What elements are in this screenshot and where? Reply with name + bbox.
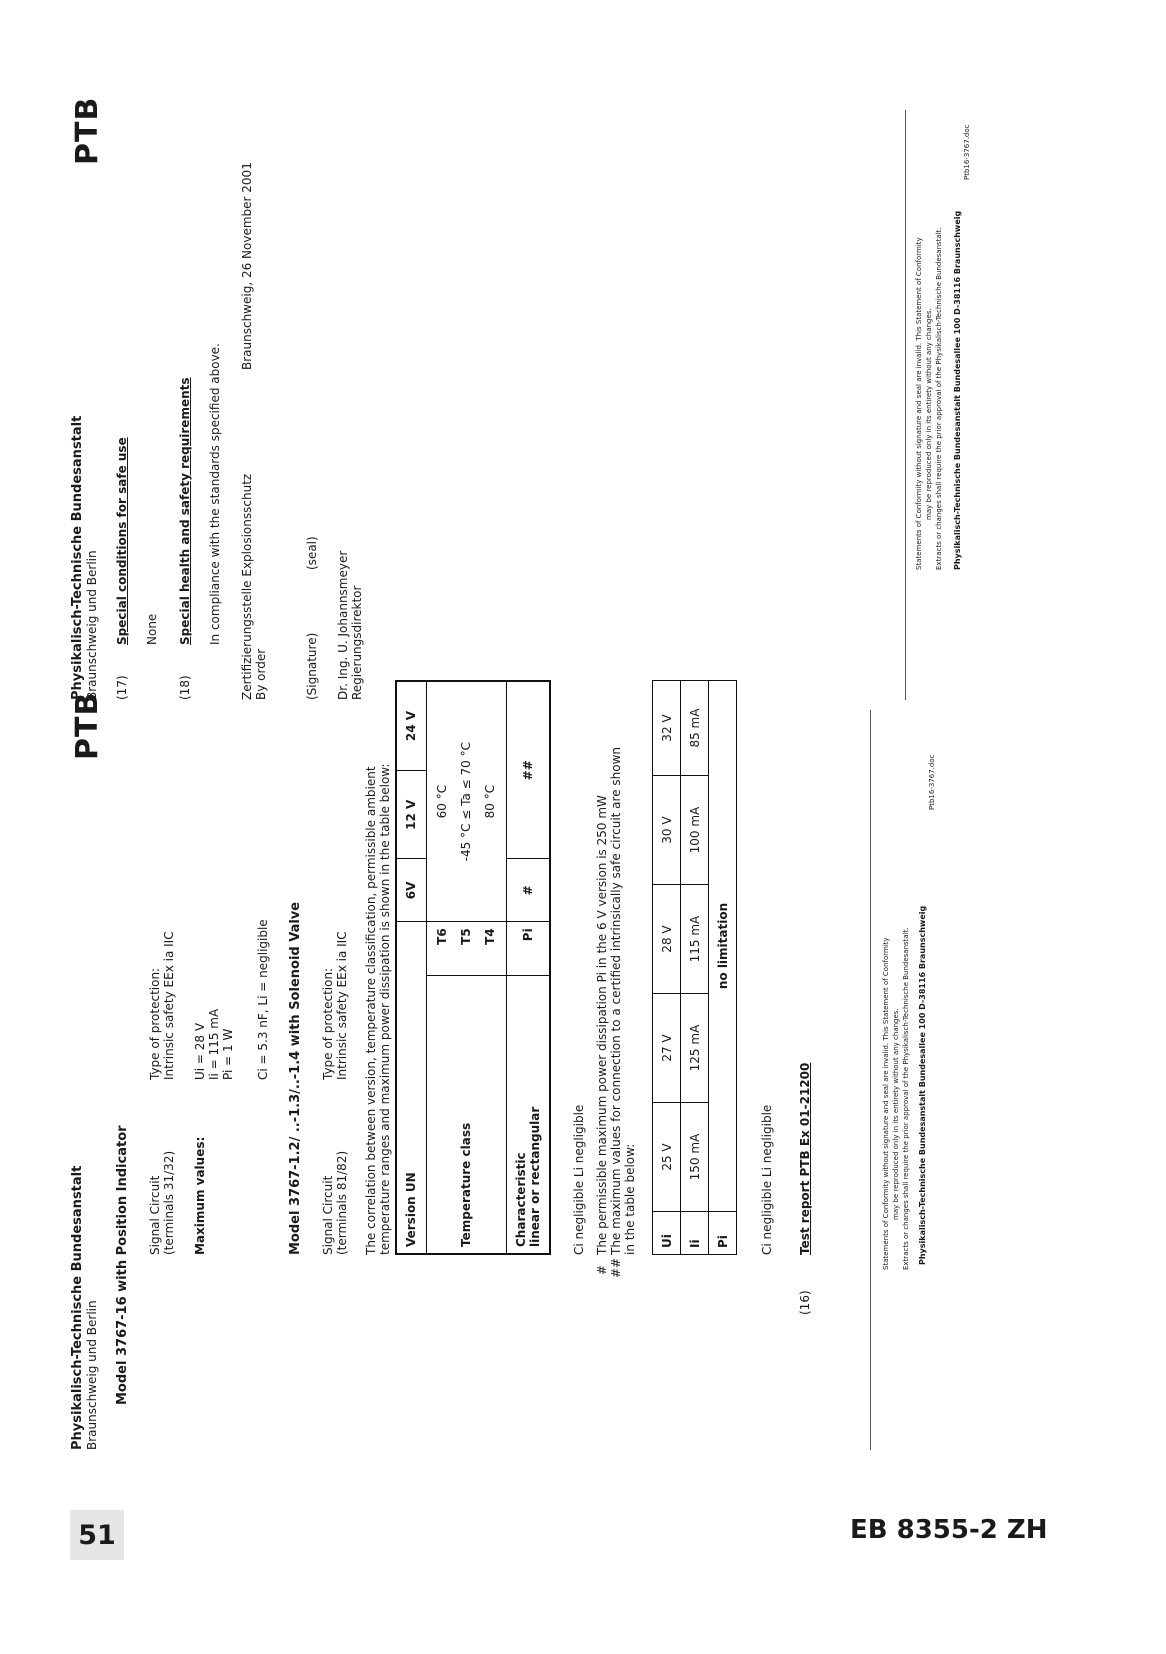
temperature-class-table <box>395 680 551 1255</box>
max-values-label: Maximum values: <box>193 1136 207 1255</box>
pi-6v: # <box>506 859 550 922</box>
right-header-subtitle: Braunschweig und Berlin <box>85 550 99 700</box>
t4-label: T4 <box>483 928 497 945</box>
pi-value: Pi = 1 W <box>221 1028 235 1080</box>
right-footer-rule <box>905 110 906 700</box>
by-order: By order <box>254 648 268 700</box>
test-report: Test report PTB Ex 01-21200 <box>798 1062 812 1255</box>
t6-label: T6 <box>435 928 449 945</box>
protection-value: Intrinsic safety EEx ia IIC <box>162 931 176 1080</box>
version-12v: 12 V <box>396 771 426 859</box>
pi-12v-24v: ## <box>506 681 550 859</box>
ci-negligible: Ci negligible Li negligible <box>572 1104 586 1255</box>
page-number: 51 <box>70 1510 124 1560</box>
type-protection-label: Type of protection: <box>148 967 162 1080</box>
note1-mark: # <box>595 1264 609 1275</box>
pi-no-limitation: no limitation <box>709 681 737 1212</box>
ui-cell: 28 V <box>653 885 681 994</box>
t4-value: 80 °C <box>483 784 497 819</box>
temp-class-values <box>426 681 506 922</box>
ii-cell: 100 mA <box>681 776 709 885</box>
protection2-value: Intrinsic safety EEx ia IIC <box>335 931 349 1080</box>
signature-label: (Signature) <box>305 632 319 700</box>
place-date: Braunschweig, 26 November 2001 <box>240 162 254 370</box>
ii-cell: 125 mA <box>681 994 709 1103</box>
t6-value: 60 °C <box>435 784 449 819</box>
t5-value: -45 °C ≤ Ta ≤ 70 °C <box>459 741 473 862</box>
right-header-title: Physikalisch-Technische Bundesanstalt <box>70 415 85 700</box>
model1-heading: Model 3767-16 with Position Indicator <box>115 1125 130 1405</box>
signer-name: Dr. Ing. U. Johannsmeyer <box>336 550 350 700</box>
note1-text: The permissible maximum power dissipation Pi in the 6 V version is 250 mW <box>595 795 609 1255</box>
special-health-heading: Special health and safety requirements <box>178 377 192 645</box>
right-footer-line2: may be reproduced only in its entirety without any changes. <box>925 308 933 520</box>
ui-cell: 30 V <box>653 776 681 885</box>
right-footer-line3: Extracts or changes shall require the prior approval of the Physikalisch-Technische Bundesanstalt. <box>935 227 943 570</box>
left-footer-rule <box>870 710 871 1450</box>
version-6v: 6V <box>396 859 426 922</box>
signal-circuit2-label: Signal Circuit <box>321 1175 335 1255</box>
intrinsic-values-table <box>652 680 737 1255</box>
right-certificate-page <box>60 0 990 700</box>
characteristic-line1: Characteristic <box>513 1152 528 1247</box>
note2-text: The maximum values for connection to a certified intrinsically safe circuit are shown <box>609 746 623 1255</box>
terminals2-label: (terminals 81/82) <box>335 1150 349 1255</box>
ci-negligible-2: Ci negligible Li negligible <box>760 1104 774 1255</box>
special-conditions-heading: Special conditions for safe use <box>115 437 129 645</box>
characteristic-line2: linear or rectangular <box>527 1106 542 1247</box>
left-footer-address: Physikalisch-Technische Bundesanstalt Bundesallee 100 D-38116 Braunschweig <box>918 905 927 1265</box>
version-24v: 24 V <box>396 681 426 771</box>
temp-class-label: Temperature class <box>426 975 506 1254</box>
ii-cell: 150 mA <box>681 1103 709 1212</box>
right-footer-line1: Statements of Conformity without signature and seal are invalid. This Statement of Conformity <box>915 237 923 570</box>
left-ptb-logo: PTB <box>70 691 105 760</box>
right-footer-docname: Ptb16-3767.doc <box>963 124 971 180</box>
zertifizierungsstelle: Zertifizierungsstelle Explosionsschutz <box>240 473 254 700</box>
special-conditions-none: None <box>145 613 159 645</box>
t5-label: T5 <box>459 928 473 945</box>
version-header: Version UN <box>396 922 426 1254</box>
terminals1-label: (terminals 31/32) <box>162 1150 176 1255</box>
temp-class-codes <box>426 922 506 976</box>
ui-cell: 32 V <box>653 681 681 776</box>
model2-heading: Model 3767-1.2/ ..-1.3/..-1.4 with Solenoid Valve <box>288 901 303 1255</box>
correlation-line1: The correlation between version, temperature classification, permissible ambient <box>364 766 378 1255</box>
signer-title: Regierungsdirektor <box>350 585 364 700</box>
ci-li-value: Ci = 5.3 nF, Li = negligible <box>256 919 270 1080</box>
test-report-number: (16) <box>798 1290 812 1315</box>
left-certificate-page <box>60 660 990 1450</box>
left-footer-line3: Extracts or changes shall require the prior approval of the Physikalisch-Technische Bundesanstalt. <box>902 927 910 1270</box>
ui-row-label: Ui <box>653 1212 681 1255</box>
section-18-number: (18) <box>178 675 192 700</box>
pi-row-label: Pi <box>709 1212 737 1255</box>
left-footer-docname: Ptb16-3767.doc <box>928 754 936 810</box>
note2-mark: ## <box>609 1257 623 1278</box>
ii-row-label: Ii <box>681 1212 709 1255</box>
characteristic-label <box>506 975 550 1254</box>
ii-value: Ii = 115 mA <box>207 1008 221 1080</box>
ui-cell: 25 V <box>653 1103 681 1212</box>
section-17-number: (17) <box>115 675 129 700</box>
compliance-text: In compliance with the standards specified above. <box>208 343 222 645</box>
type-protection2-label: Type of protection: <box>321 967 335 1080</box>
right-ptb-logo: PTB <box>70 96 105 165</box>
document-id: EB 8355-2 ZH <box>850 1515 1048 1545</box>
ii-cell: 85 mA <box>681 681 709 776</box>
note2-text-cont: in the table below: <box>623 1143 637 1255</box>
seal-label: (seal) <box>305 536 319 570</box>
left-footer-line1: Statements of Conformity without signature and seal are invalid. This Statement of Conformity <box>882 937 890 1270</box>
correlation-line2: temperature ranges and maximum power dissipation is shown in the table below: <box>378 763 392 1255</box>
ii-cell: 115 mA <box>681 885 709 994</box>
left-header-subtitle: Braunschweig und Berlin <box>85 1300 99 1450</box>
ui-value: Ui = 28 V <box>193 1022 207 1080</box>
pi-label: Pi <box>506 922 550 976</box>
ui-cell: 27 V <box>653 994 681 1103</box>
right-footer-address: Physikalisch-Technische Bundesanstalt Bundesallee 100 D-38116 Braunschweig <box>953 210 962 570</box>
left-footer-line2: may be reproduced only in its entirety without any changes. <box>892 1008 900 1220</box>
signal-circuit-label: Signal Circuit <box>148 1175 162 1255</box>
left-header-title: Physikalisch-Technische Bundesanstalt <box>70 1165 85 1450</box>
